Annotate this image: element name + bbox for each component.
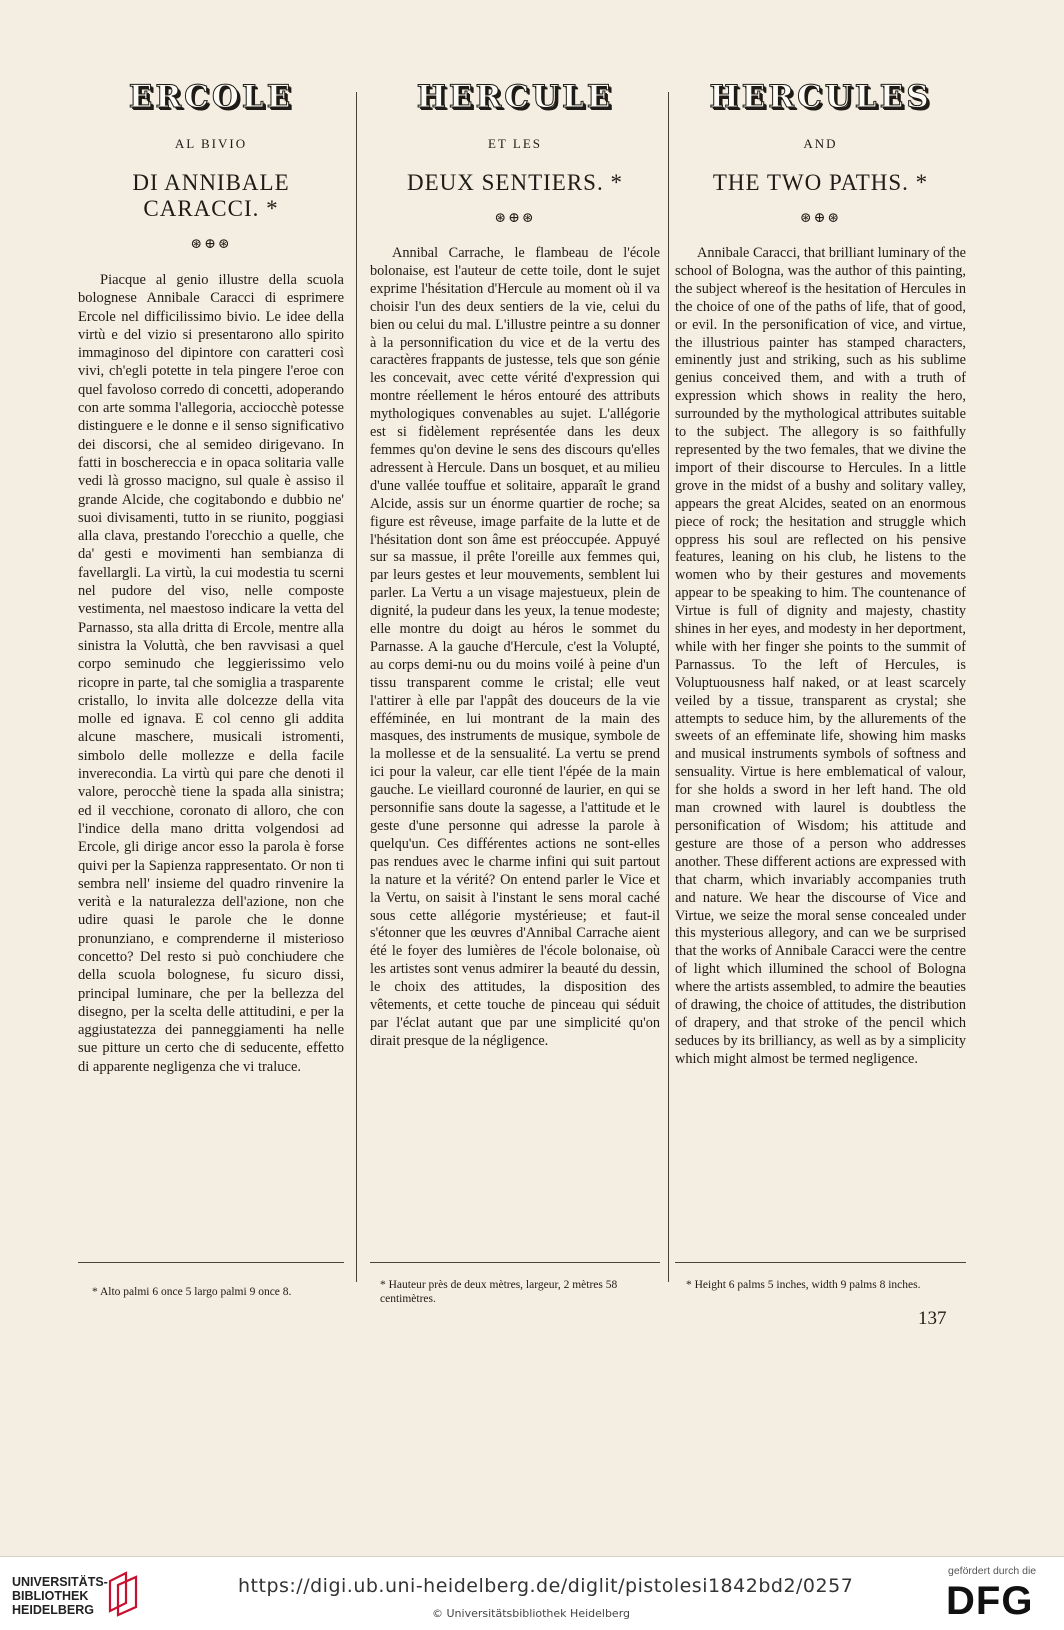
italian-body-text: Piacque al genio illustre della scuola bolognese Annibale Caracci di esprimere Ercole nel difficilissimo bivio. Le idee della virtù e del vizio si presentarono allo spirito immaginoso del dipintore con caratteri così vivi, ch'egli potette in tela pingere l'eroe con quel favoloso corredo di concetti, adoperando con arte somma l'allegoria, acciocchè potesse distinguere e le donne e il senso significativo dei discorsi, che al semideo dirigevano. In fatti in boschereccia e in opaca solitaria valle vedi là grosso macigno, sul quale è assiso il grande Alcide, che cogitabondo e dubbio ne' suoi divisamenti, tutto in se riunito, poggiasi alla clava, prestando l'orecchio a quelle, che da' gesti e movimenti han sembianza di favellargli. La virtù, la cui modestia tu scerni nel pudore del viso, nelle composte vestimenta, nel maestoso indicare la vetta del Parnasso, sta alla dritta di Ercole, mentre alla sinistra la Voluttà, che ben ravvisasi a quel corpo seminudo che leggierissimo velo ricopre in parte, tal che somiglia a trasparente cristallo, lo invita alle dolcezze della vita molle ed ignava. E col cenno gli addita alcune maschere, musicali istromenti, simbolo delle mollezze e della facile inverecondia. La virtù qui pare che denoti il valore, perocchè tiene la spada alla sinistra; ed il vecchione, coronato di alloro, che con l'indice della mano dritta volgendosi ad Ercole, gli dirige ancor esso la parola è forse quivi per la Sapienza rappresentato. Or non ti sembra nell' insieme del quadro rinvenire la verità e la naturalezza dell'azione, non che udire quasi le parole che le donne pronunziano, e comprenderne il misterioso concetto? Del resto si può conchiudere che della scuola bolognese, fu sicuro dissi, principal luminare, che per la bellezza del disegno, per la scelta delle attitudini, e per la aggiustatezza dei panneggiamenti ha nelle sue pitture un certo che di seducente, effetto di apparente negligenza che vi traluce. [78,272,344,1075]
column-divider-right [668,92,669,1282]
column-divider-left [356,92,357,1282]
italian-ornament: ⊛⊕⊛ [190,237,232,252]
page-number: 137 [918,1308,947,1329]
english-subtitle-1: AND [803,136,838,151]
library-logo-text[interactable] [12,1575,108,1617]
footnote-rule-italian [78,1262,344,1263]
footnote-rule-french [370,1262,660,1263]
funding-note: gefördert durch die [948,1565,1037,1577]
library-name-line-2: BIBLIOTHEK [12,1589,89,1603]
italian-subtitle-2: DI ANNIBALE CARACCI. * [132,170,290,221]
permalink-url[interactable]: https://digi.ub.uni-heidelberg.de/diglit/pistolesi1842bd2/0257 [238,1575,854,1597]
french-title: HERCULE [416,79,614,115]
footnote-rule-english [675,1262,966,1263]
italian-footnote: * Alto palmi 6 once 5 largo palmi 9 once 8. [92,1286,292,1298]
english-footnote: * Height 6 palms 5 inches, width 9 palms 8 inches. [686,1279,921,1291]
french-column [370,70,660,1280]
copyright-notice: © Universitätsbibliothek Heidelberg [432,1607,631,1620]
library-name-line-3: HEIDELBERG [12,1603,94,1617]
french-subtitle-2: DEUX SENTIERS. * [407,170,623,195]
library-name-line-1: UNIVERSITÄTS- [12,1575,108,1589]
english-title: HERCULES [709,79,932,115]
italian-title: ERCOLE [128,79,294,115]
italian-subtitle-1: AL BIVIO [174,136,248,151]
italian-column [78,70,344,1280]
english-subtitle-2: THE TWO PATHS. * [712,170,929,195]
english-body-text: Annibale Caracci, that brilliant luminary of the school of Bologna, was the author of this painting, the subject whereof is the hesitation of Hercules in the choice of one of the paths of life, that of good, or evil. In the personification of vice, and virtue, the illustrious painter has stamped characters, eminently just and striking, such as his sublime genius conceived them, and with a truth of expression which shows in reality the hero, surrounded by the mythological attributes suitable to the subject. The allegory is so faithfully represented by the two females, that we divine the import of their discourse to Hercules. In a little grove in the midst of a bushy and solitary valley, appears the great Alcides, seated on an enormous piece of rock; the hesitation and struggle which oppress his soul are reflected on his pensive features, leaning on his club, he listens to the women who by their gestures and movements appear to be speaking to him. The countenance of Virtue is full of dignity and majesty, chastity shines in her eyes, and modesty in her deportment, while with her finger she points to the summit of Parnassus. To the left of Hercules, is Voluptuousness half naked, or at least scarcely veiled by a tissue, transparent as crystal; she attempts to seduce him, by the allurements of the sweets of an effeminate life, showing him masks and musical instruments symbols of softness and sensuality. Virtue is here emblematical of valour, for she holds a sword in her left hand. The old man crowned with laurel is doubtless the personification of Wisdom; his attitude and gesture are those of a person who addresses another. These different actions are expressed with that charm, which invariably accompanies truth and nature. We hear the discourse of Vice and Virtue, we seize the moral sense concealed under this mysterious allegory, and can we be surprised that the works of Annibale Caracci were the centre of light which illumined the school of Bologna where the artists assembled, to admire the beauties of drawing, the choice of attitudes, the distribution of drapery, and that stroke of the pencil which seduces by its brilliancy, as well as by a simplicity which might almost be termed negligence. [675,245,966,1067]
library-emblem-icon [104,1567,144,1617]
french-footnote: * Hauteur près de deux mètres, largeur, 2 mètres 58 centimètres. [380,1279,618,1305]
english-ornament: ⊛⊕⊛ [799,211,842,226]
french-body-text: Annibal Carrache, le flambeau de l'école bolonaise, est l'auteur de cette toile, dont le sujet exprime l'hésitation d'Hercule au moment où il va choisir l'un des deux sentiers de la vie, celui du bien ou celui du mal. L'illustre peintre a su donner à la personnification du vice et de la vertu des caractères frappants de justesse, tels que son génie les concevait, avec cette vérité d'expression qui montre réellement le héros entouré des attributs mythologiques convenables au sujet. L'allégorie est si fidèlement représentée dans les deux femmes qu'on devine le sens des discours qu'elles adressent à Hercule. Dans un bosquet, et au milieu d'une vallée touffue et solitaire, apparaît le grand Alcide, assis sur un énorme quartier de roche; sa figure est rêveuse, image parfaite de la lutte et de l'hésitation dont son âme est préoccupée. Appuyé sur sa massue, il prête l'oreille aux femmes qui, par leurs gestes et leur mouvements, semblent lui parler. La Vertu a un visage majestueux, plein de dignité, la pudeur dans les yeux, la tenue modeste; elle montre du doigt au héros le sommet du Parnasse. A la gauche d'Hercule, c'est la Volupté, au corps demi-nu ou du moins voilé à peine d'un tissu transparent comme le cristal; elle veut l'attirer à elle par l'appât des douceurs de la vie efféminée, en lui montrant de la main des masques, des instruments de musique, symbole de la mollesse et de la sensualité. La vertu se prend ici pour la valeur, car elle tient l'épée de la main gauche. Le vieillard couronné de laurier, en qui se personnifie sans doute la sagesse, a l'attitude et le geste d'une personne qui adresse la parole à quelqu'un. Ces différentes actions ne sont-elles pas rendues avec le charme infini qui suit partout la nature et la vérité? On entend parler le Vice et la Vertu, on saisit à l'instant le sens moral caché sous cette allégorie mystérieuse; et faut-il s'étonner que les œuvres d'Annibal Carrache aient été le foyer des lumières de l'école bolonaise, où les artistes sont venus admirer la beauté du dessin, le choix des attitudes, la disposition des vêtements, et cette touche de pinceau qui séduit par l'éclat autant que par une simplicité qu'on dirait presque de la négligence. [370,245,660,1049]
english-column [675,70,966,1280]
footer-bar [0,1556,1064,1630]
french-ornament: ⊛⊕⊛ [494,211,536,226]
dfg-logo[interactable]: DFG [946,1579,1034,1623]
french-subtitle-1: ET LES [487,136,542,151]
